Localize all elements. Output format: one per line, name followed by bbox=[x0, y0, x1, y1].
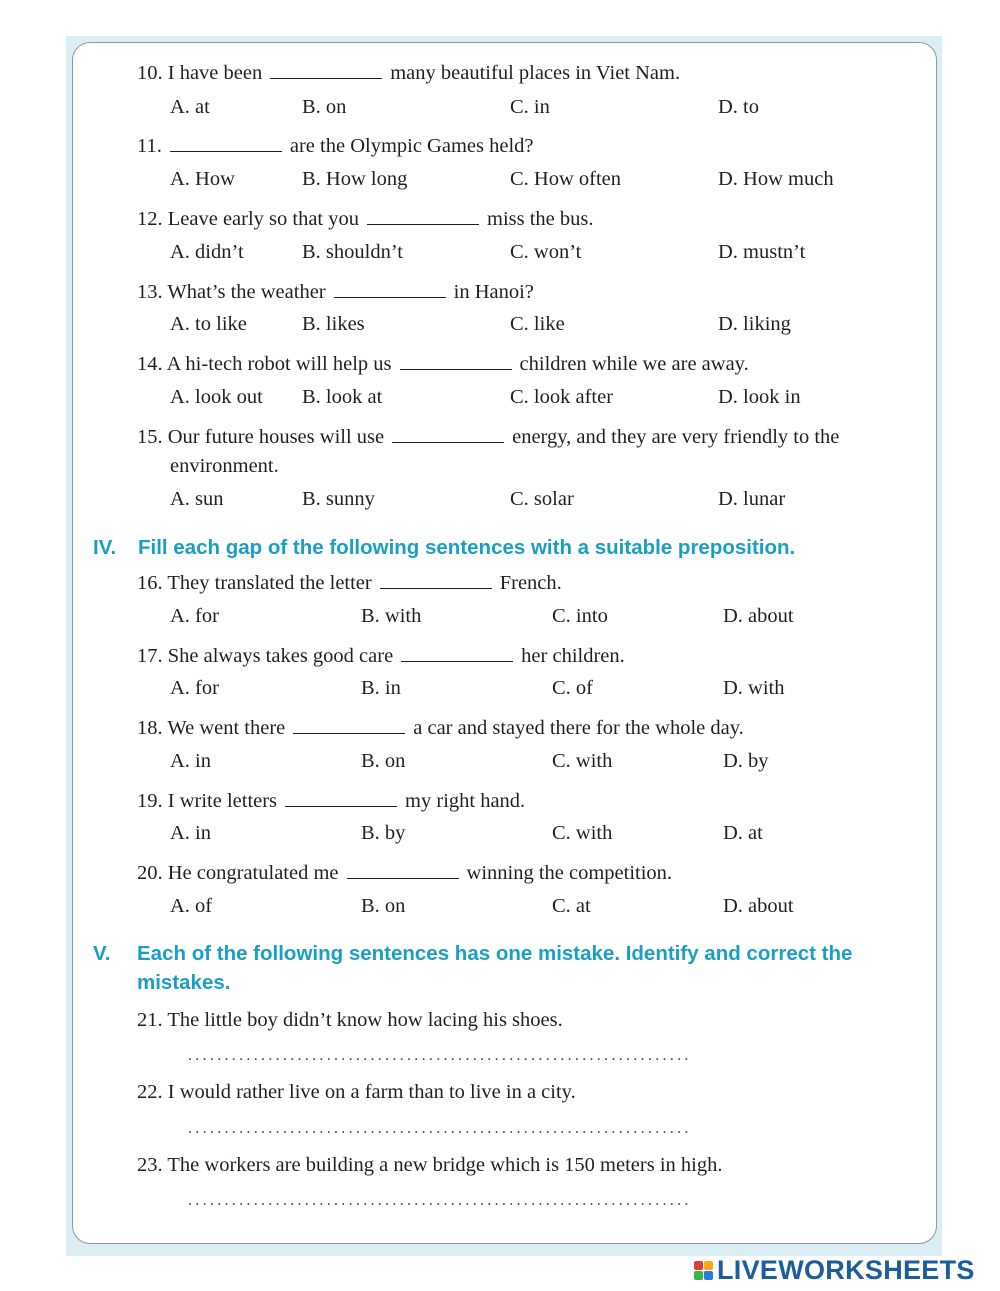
section-v-heading bbox=[93, 939, 917, 997]
question-21: 21. The little boy didn’t know how lacing his shoes. bbox=[137, 1009, 563, 1031]
question-12: 12. Leave early so that you miss the bus. bbox=[137, 208, 594, 230]
option-14-a[interactable]: A. look out bbox=[170, 386, 263, 408]
option-13-b[interactable]: B. likes bbox=[302, 313, 365, 335]
option-18-c[interactable]: C. with bbox=[552, 750, 613, 772]
option-12-b[interactable]: B. shouldn’t bbox=[302, 241, 403, 263]
answer-blank[interactable] bbox=[401, 647, 513, 662]
option-10-d[interactable]: D. to bbox=[718, 96, 759, 118]
option-16-c[interactable]: C. into bbox=[552, 605, 608, 627]
option-13-d[interactable]: D. liking bbox=[718, 313, 791, 335]
answer-blank[interactable] bbox=[270, 64, 382, 79]
answer-blank[interactable] bbox=[285, 792, 397, 807]
option-14-d[interactable]: D. look in bbox=[718, 386, 801, 408]
answer-blank[interactable] bbox=[347, 864, 459, 879]
option-10-c[interactable]: C. in bbox=[510, 96, 550, 118]
brand-name: LIVEWORKSHEETS bbox=[717, 1255, 975, 1285]
question-18: 18. We went there a car and stayed there for the whole day. bbox=[137, 717, 744, 739]
answer-blank[interactable] bbox=[367, 210, 479, 225]
option-12-a[interactable]: A. didn’t bbox=[170, 241, 244, 263]
answer-blank[interactable] bbox=[392, 428, 504, 443]
question-13: 13. What’s the weather in Hanoi? bbox=[137, 281, 534, 303]
option-15-b[interactable]: B. sunny bbox=[302, 488, 375, 510]
section-number: IV. bbox=[93, 536, 117, 559]
section-iv-heading bbox=[93, 533, 795, 562]
question-22: 22. I would rather live on a farm than to live in a city. bbox=[137, 1081, 576, 1103]
answer-blank[interactable] bbox=[400, 355, 512, 370]
option-20-b[interactable]: B. on bbox=[361, 895, 406, 917]
question-10: 10. I have been many beautiful places in Viet Nam. bbox=[137, 62, 681, 84]
question-15-continuation: environment. bbox=[170, 455, 279, 477]
option-15-a[interactable]: A. sun bbox=[170, 488, 224, 510]
option-11-d[interactable]: D. How much bbox=[718, 168, 834, 190]
option-17-d[interactable]: D. with bbox=[723, 677, 785, 699]
option-14-c[interactable]: C. look after bbox=[510, 386, 614, 408]
liveworksheets-logo bbox=[694, 1255, 975, 1286]
option-13-a[interactable]: A. to like bbox=[170, 313, 247, 335]
question-16: 16. They translated the letter French. bbox=[137, 572, 562, 594]
section-title: Fill each gap of the following sentences with a suitable preposition. bbox=[138, 536, 796, 559]
option-16-b[interactable]: B. with bbox=[361, 605, 422, 627]
answer-blank[interactable] bbox=[170, 137, 282, 152]
question-17: 17. She always takes good care her children. bbox=[137, 645, 625, 667]
section-number: V. bbox=[93, 942, 111, 965]
option-19-a[interactable]: A. in bbox=[170, 822, 211, 844]
option-15-d[interactable]: D. lunar bbox=[718, 488, 786, 510]
option-14-b[interactable]: B. look at bbox=[302, 386, 383, 408]
option-18-d[interactable]: D. by bbox=[723, 750, 769, 772]
option-10-b[interactable]: B. on bbox=[302, 96, 347, 118]
option-19-c[interactable]: C. with bbox=[552, 822, 613, 844]
option-11-b[interactable]: B. How long bbox=[302, 168, 408, 190]
option-19-b[interactable]: B. by bbox=[361, 822, 406, 844]
option-12-d[interactable]: D. mustn’t bbox=[718, 241, 806, 263]
brand-icon bbox=[694, 1261, 713, 1280]
option-18-a[interactable]: A. in bbox=[170, 750, 211, 772]
option-20-d[interactable]: D. about bbox=[723, 895, 794, 917]
answer-line-23[interactable]: ..................................................................... bbox=[188, 1192, 692, 1209]
option-20-c[interactable]: C. at bbox=[552, 895, 591, 917]
question-15: 15. Our future houses will use energy, and they are very friendly to the environment. bbox=[137, 423, 917, 481]
answer-line-22[interactable]: ..................................................................... bbox=[188, 1120, 692, 1137]
section-title: Each of the following sentences has one mistake. Identify and correct the mistakes. bbox=[137, 942, 853, 994]
answer-blank[interactable] bbox=[293, 719, 405, 734]
question-20: 20. He congratulated me winning the competition. bbox=[137, 862, 673, 884]
option-18-b[interactable]: B. on bbox=[361, 750, 406, 772]
question-14: 14. A hi-tech robot will help us children while we are away. bbox=[137, 353, 749, 375]
option-20-a[interactable]: A. of bbox=[170, 895, 213, 917]
option-12-c[interactable]: C. won’t bbox=[510, 241, 582, 263]
option-10-a[interactable]: A. at bbox=[170, 96, 210, 118]
option-15-c[interactable]: C. solar bbox=[510, 488, 574, 510]
option-16-d[interactable]: D. about bbox=[723, 605, 794, 627]
question-11: 11. are the Olympic Games held? bbox=[137, 135, 534, 157]
option-16-a[interactable]: A. for bbox=[170, 605, 219, 627]
question-19: 19. I write letters my right hand. bbox=[137, 790, 526, 812]
question-23: 23. The workers are building a new bridge which is 150 meters in high. bbox=[137, 1154, 723, 1176]
option-19-d[interactable]: D. at bbox=[723, 822, 763, 844]
option-17-a[interactable]: A. for bbox=[170, 677, 219, 699]
option-13-c[interactable]: C. like bbox=[510, 313, 565, 335]
option-11-c[interactable]: C. How often bbox=[510, 168, 622, 190]
option-17-b[interactable]: B. in bbox=[361, 677, 401, 699]
answer-blank[interactable] bbox=[334, 283, 446, 298]
answer-blank[interactable] bbox=[380, 574, 492, 589]
option-11-a[interactable]: A. How bbox=[170, 168, 235, 190]
answer-line-21[interactable]: ..................................................................... bbox=[188, 1047, 692, 1064]
option-17-c[interactable]: C. of bbox=[552, 677, 593, 699]
